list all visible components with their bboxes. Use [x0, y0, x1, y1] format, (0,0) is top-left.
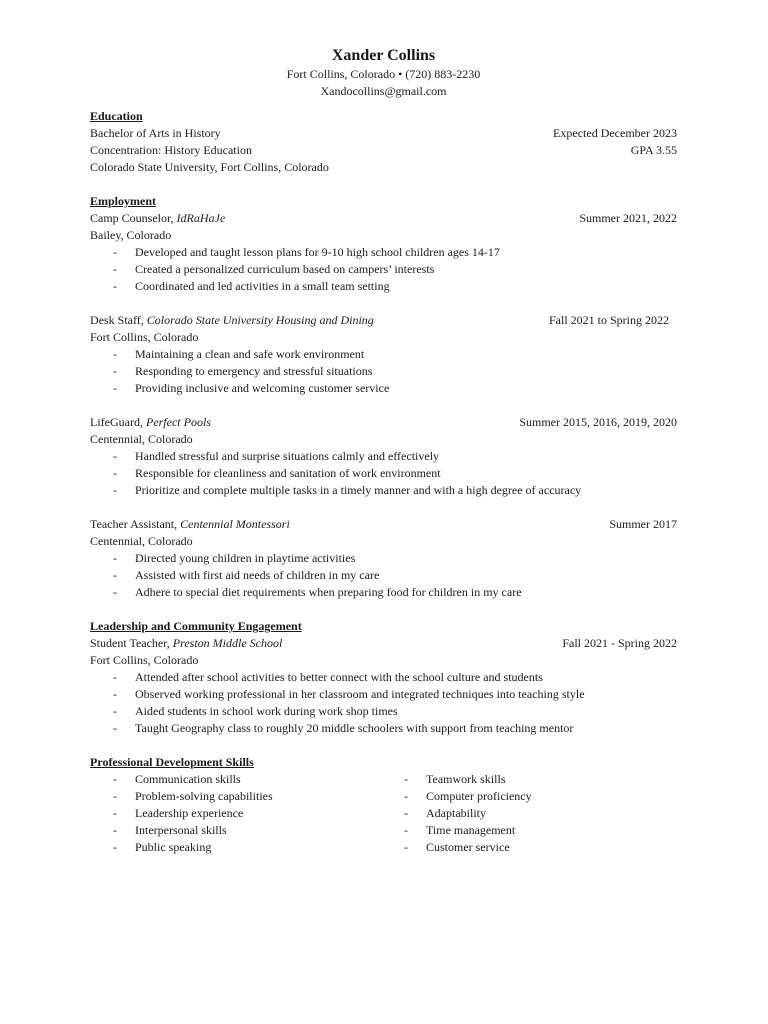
job-location: Centennial, Colorado [90, 534, 193, 548]
bullet-text: Assisted with first aid needs of children in my care [135, 568, 380, 582]
leadership-role-row [90, 635, 677, 652]
bullet-item [90, 703, 677, 720]
resume-name: Xander Collins [331, 47, 436, 64]
bullet-dash: - [113, 279, 117, 293]
bullet-item [90, 771, 381, 788]
bullet-text: Interpersonal skills [135, 823, 227, 837]
bullet-item [381, 771, 672, 788]
job-entry [90, 414, 677, 499]
job-dates: Fall 2021 to Spring 2022 [548, 313, 669, 327]
job-dates: Summer 2021, 2022 [579, 211, 677, 225]
leadership-location: Fort Collins, Colorado [90, 653, 199, 667]
job-location: Centennial, Colorado [90, 432, 193, 446]
bullet-text: Communication skills [135, 772, 241, 786]
skills-right-column [381, 771, 672, 856]
job-entry [90, 210, 677, 295]
job-bullets [90, 244, 677, 295]
bullet-dash: - [404, 823, 408, 837]
bullet-item [90, 278, 677, 295]
role-title: Desk Staff, [90, 313, 147, 327]
bullet-dash: - [113, 840, 117, 854]
resume-page [90, 46, 677, 856]
bullet-item [90, 380, 677, 397]
bullet-dash: - [404, 789, 408, 803]
job-location: Bailey, Colorado [90, 228, 172, 242]
bullet-text: Customer service [426, 840, 510, 854]
job-title [90, 516, 290, 533]
bullet-dash: - [113, 585, 117, 599]
bullet-item [90, 788, 381, 805]
education-heading: Education [90, 109, 143, 123]
bullet-text: Directed young children in playtime activities [135, 551, 356, 565]
concentration: Concentration: History Education [90, 143, 252, 157]
skills-grid [90, 771, 677, 856]
bullet-item [90, 839, 381, 856]
degree: Bachelor of Arts in History [90, 126, 221, 140]
bullet-dash: - [113, 823, 117, 837]
bullet-text: Problem-solving capabilities [135, 789, 273, 803]
bullet-text: Attended after school activities to better connect with the school culture and students [135, 670, 543, 684]
bullet-text: Taught Geography class to roughly 20 middle schoolers with support from teaching mentor [135, 721, 574, 735]
bullet-text: Adhere to special diet requirements when preparing food for children in my care [135, 585, 522, 599]
organization: Centennial Montessori [180, 517, 290, 531]
education-degree-row [90, 125, 677, 142]
bullet-item [90, 584, 677, 601]
organization: Preston Middle School [172, 636, 283, 650]
bullet-dash: - [404, 806, 408, 820]
bullet-text: Public speaking [135, 840, 212, 854]
bullet-dash: - [113, 449, 117, 463]
leadership-heading: Leadership and Community Engagement [90, 619, 302, 633]
bullet-dash: - [113, 347, 117, 361]
leadership-role [90, 635, 282, 652]
bullet-item [90, 686, 677, 703]
bullet-text: Adaptability [426, 806, 486, 820]
bullet-item [90, 567, 677, 584]
bullet-dash: - [113, 466, 117, 480]
job-title-row [90, 414, 677, 431]
bullet-text: Computer proficiency [426, 789, 532, 803]
role-title: Student Teacher, [90, 636, 173, 650]
bullet-item [90, 363, 677, 380]
bullet-item [381, 839, 672, 856]
bullet-item [381, 788, 672, 805]
bullet-text: Leadership experience [135, 806, 244, 820]
job-entry [90, 312, 677, 397]
bullet-text: Observed working professional in her classroom and integrated techniques into teaching style [135, 687, 585, 701]
bullet-item [90, 465, 677, 482]
bullet-dash: - [113, 806, 117, 820]
bullet-dash: - [404, 840, 408, 854]
bullet-item [90, 346, 677, 363]
bullet-dash: - [113, 381, 117, 395]
bullet-text: Developed and taught lesson plans for 9-10 high school children ages 14-17 [135, 245, 500, 259]
expected-date: Expected December 2023 [553, 126, 677, 140]
bullet-text: Prioritize and complete multiple tasks in a timely manner and with a high degree of accuracy [135, 483, 582, 497]
bullet-item [90, 550, 677, 567]
role-title: Teacher Assistant, [90, 517, 181, 531]
job-dates: Summer 2015, 2016, 2019, 2020 [519, 415, 677, 429]
bullet-dash: - [113, 772, 117, 786]
bullet-dash: - [113, 551, 117, 565]
school: Colorado State University, Fort Collins, Colorado [90, 160, 329, 174]
bullet-dash: - [113, 704, 117, 718]
bullet-text: Responsible for cleanliness and sanitation of work environment [135, 466, 441, 480]
bullet-dash: - [113, 483, 117, 497]
job-title-row [90, 312, 677, 329]
bullet-item [90, 448, 677, 465]
contact-location-phone: Fort Collins, Colorado • (720) 883-2230 [286, 67, 481, 81]
bullet-item [90, 822, 381, 839]
employment-list [90, 210, 677, 601]
education-concentration-row [90, 142, 677, 159]
bullet-item [90, 669, 677, 686]
bullet-text: Responding to emergency and stressful situations [135, 364, 373, 378]
bullet-text: Maintaining a clean and safe work environment [135, 347, 365, 361]
leadership-dates: Fall 2021 - Spring 2022 [562, 636, 677, 650]
role-title: LifeGuard, [90, 415, 146, 429]
bullet-dash: - [113, 364, 117, 378]
bullet-text: Aided students in school work during work shop times [135, 704, 398, 718]
bullet-dash: - [113, 245, 117, 259]
organization: IdRaHaJe [176, 211, 226, 225]
job-dates: Summer 2017 [609, 517, 677, 531]
job-title [90, 210, 225, 227]
gpa: GPA 3.55 [630, 143, 677, 157]
bullet-item [90, 261, 677, 278]
job-bullets [90, 550, 677, 601]
bullet-text: Providing inclusive and welcoming customer service [135, 381, 390, 395]
bullet-text: Handled stressful and surprise situations calmly and effectively [135, 449, 440, 463]
bullet-item [90, 244, 677, 261]
bullet-text: Time management [426, 823, 516, 837]
bullet-dash: - [404, 772, 408, 786]
bullet-dash: - [113, 687, 117, 701]
bullet-text: Created a personalized curriculum based on campers’ interests [135, 262, 435, 276]
employment-heading: Employment [90, 194, 156, 208]
bullet-dash: - [113, 789, 117, 803]
organization: Colorado State University Housing and Dining [146, 313, 374, 327]
organization: Perfect Pools [145, 415, 211, 429]
skills-heading: Professional Development Skills [90, 755, 254, 769]
bullet-text: Coordinated and led activities in a small team setting [135, 279, 390, 293]
bullet-item [381, 822, 672, 839]
bullet-dash: - [113, 670, 117, 684]
contact-email: Xandocollins@gmail.com [320, 84, 447, 98]
bullet-text: Teamwork skills [426, 772, 506, 786]
bullet-item [90, 482, 677, 499]
job-bullets [90, 346, 677, 397]
job-location: Fort Collins, Colorado [90, 330, 199, 344]
job-bullets [90, 448, 677, 499]
bullet-item [381, 805, 672, 822]
bullet-item [90, 720, 677, 737]
role-title: Camp Counselor, [90, 211, 177, 225]
job-title-row [90, 516, 677, 533]
bullet-item [90, 805, 381, 822]
bullet-dash: - [113, 262, 117, 276]
bullet-dash: - [113, 568, 117, 582]
job-entry [90, 516, 677, 601]
job-title [90, 414, 211, 431]
bullet-dash: - [113, 721, 117, 735]
leadership-bullets [90, 669, 677, 737]
job-title [90, 312, 374, 329]
skills-left-column [90, 771, 381, 856]
job-title-row [90, 210, 677, 227]
